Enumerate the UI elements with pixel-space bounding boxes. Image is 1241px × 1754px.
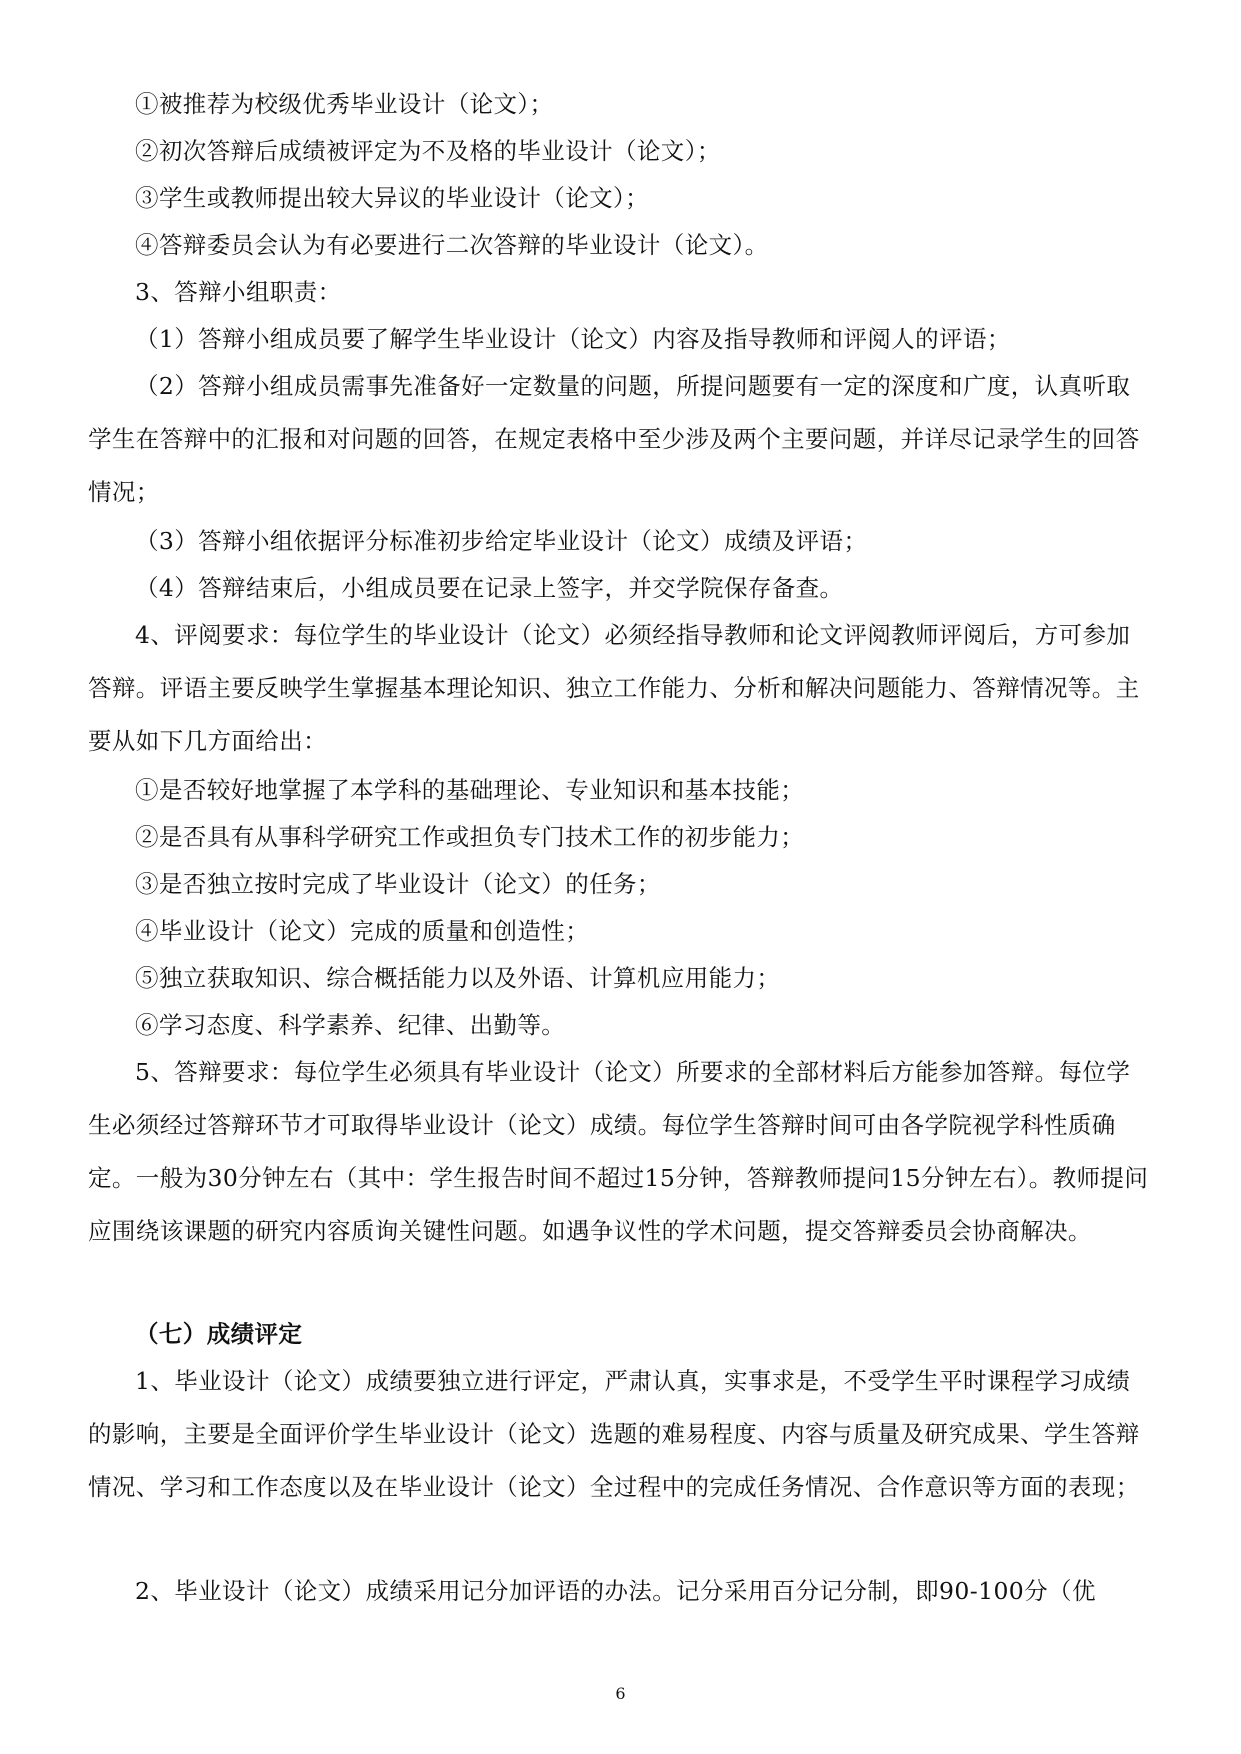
- criteria-item-5: ⑤独立获取知识、综合概括能力以及外语、计算机应用能力；: [135, 964, 781, 992]
- duty-item-1: （1）答辩小组成员要了解学生毕业设计（论文）内容及指导教师和评阅人的评语；: [135, 325, 1011, 353]
- list-item-disputed-thesis: ③学生或教师提出较大异议的毕业设计（论文）；: [135, 184, 650, 212]
- duty-item-4: （4）答辩结束后，小组成员要在记录上签字，并交学院保存备查。: [135, 574, 844, 602]
- grading-rule-1: 1、毕业设计（论文）成绩要独立进行评定，严肃认真，实事求是，不受学生平时课程学习成绩的影响，主要是全面评价学生毕业设计（论文）选题的难易程度、内容与质量及研究成果、学生答辩情况、学习和工作态度以及在毕业设计（论文）全过程中的完成任务情况、合作意识等方面的表现；: [88, 1367, 1140, 1501]
- duty-item-2: （2）答辩小组成员需事先准备好一定数量的问题，所提问题要有一定的深度和广度，认真听取学生在答辩中的汇报和对问题的回答，在规定表格中至少涉及两个主要问题，并详尽记录学生的回答情况；: [88, 372, 1140, 506]
- criteria-item-3: ③是否独立按时完成了毕业设计（论文）的任务；: [135, 870, 661, 898]
- duty-item-3: （3）答辩小组依据评分标准初步给定毕业设计（论文）成绩及评语；: [135, 527, 868, 555]
- section-heading-grading: （七）成绩评定: [135, 1320, 303, 1348]
- section-heading-committee-duties: 3、答辩小组职责：: [135, 278, 342, 306]
- list-item-second-defense: ④答辩委员会认为有必要进行二次答辩的毕业设计（论文）。: [135, 231, 769, 259]
- list-item-excellent-thesis: ①被推荐为校级优秀毕业设计（论文）；: [135, 90, 554, 118]
- review-requirements-paragraph: 4、评阅要求：每位学生的毕业设计（论文）必须经指导教师和论文评阅教师评阅后，方可参加答辩。评语主要反映学生掌握基本理论知识、独立工作能力、分析和解决问题能力、答辩情况等。主要从如下几方面给出：: [88, 621, 1140, 755]
- criteria-item-1: ①是否较好地掌握了本学科的基础理论、专业知识和基本技能；: [135, 776, 805, 804]
- criteria-item-6: ⑥学习态度、科学素养、纪律、出勤等。: [135, 1011, 566, 1039]
- criteria-item-2: ②是否具有从事科学研究工作或担负专门技术工作的初步能力；: [135, 823, 805, 851]
- defense-requirements-paragraph: 5、答辩要求：每位学生必须具有毕业设计（论文）所要求的全部材料后方能参加答辩。每位学生必须经过答辩环节才可取得毕业设计（论文）成绩。每位学生答辩时间可由各学院视学科性质确定。一般为30分钟左右（其中：学生报告时间不超过15分钟，答辩教师提问15分钟左右）。教师提问应围绕该课题的研究内容质询关键性问题。如遇争议性的学术问题，提交答辩委员会协商解决。: [88, 1058, 1149, 1245]
- page-number: 6: [615, 1684, 626, 1703]
- grading-rule-2: 2、毕业设计（论文）成绩采用记分加评语的办法。记分采用百分记分制，即90-100分（优: [135, 1577, 1096, 1605]
- criteria-item-4: ④毕业设计（论文）完成的质量和创造性；: [135, 917, 590, 945]
- list-item-failed-thesis: ②初次答辩后成绩被评定为不及格的毕业设计（论文）；: [135, 137, 721, 165]
